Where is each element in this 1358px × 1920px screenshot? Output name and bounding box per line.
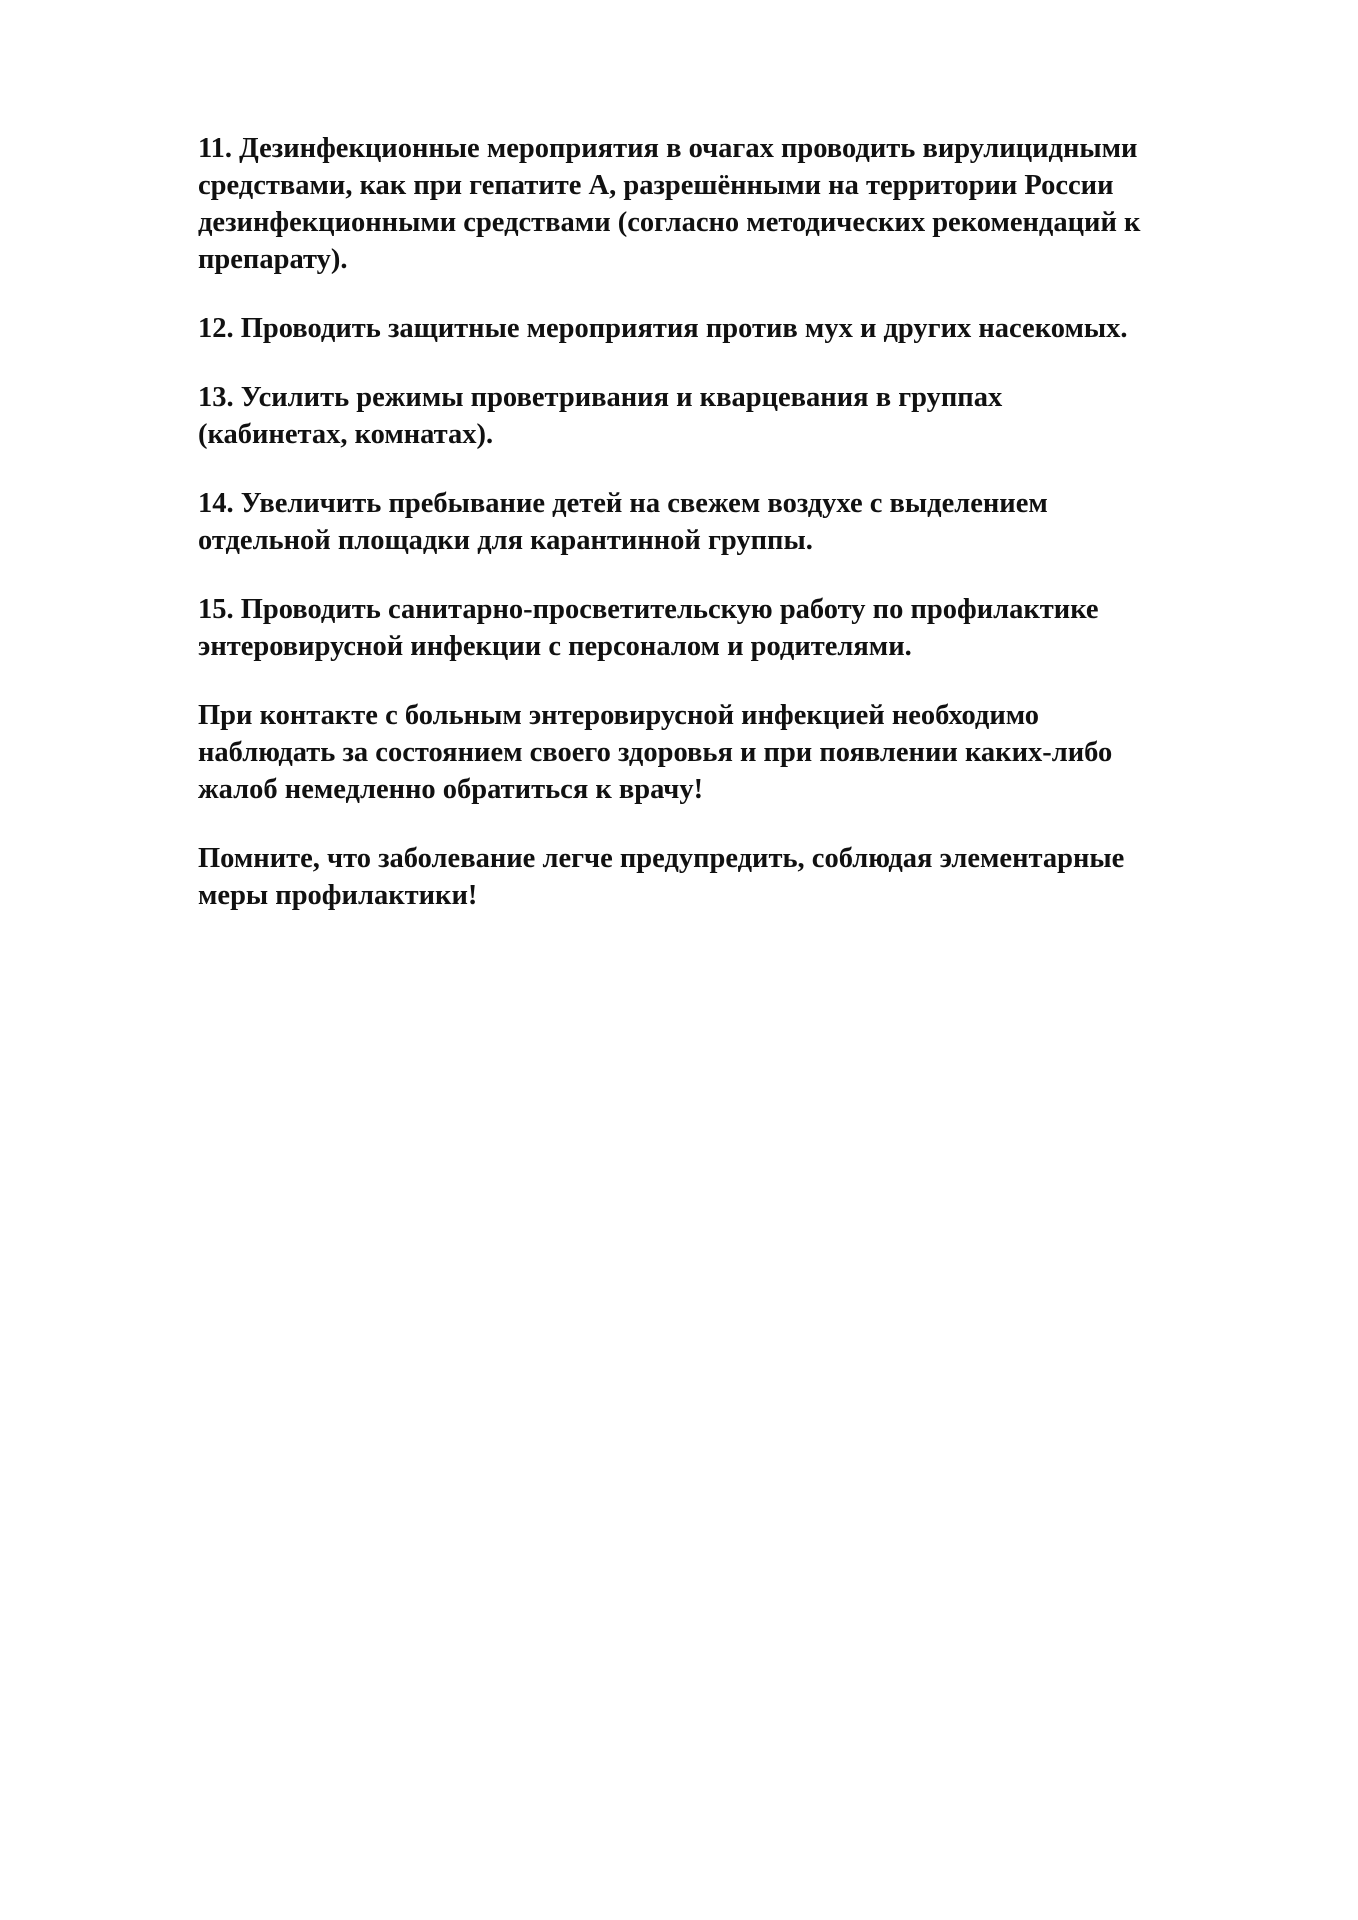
document-body [198, 130, 1278, 946]
paragraph-item-14 [198, 485, 1278, 559]
text-line: 15. Проводить санитарно-просветительскую работу по профилактике [198, 594, 1099, 625]
paragraph-contact-warning [198, 697, 1278, 808]
paragraph-closing-reminder [198, 840, 1278, 914]
text-line: (кабинетах, комнатах). [198, 419, 494, 450]
text-line: 12. Проводить защитные мероприятия против мух и других насекомых. [198, 313, 1128, 344]
paragraph-item-12 [198, 310, 1278, 347]
paragraph-item-15 [198, 591, 1278, 665]
paragraph-item-13 [198, 379, 1278, 453]
text-line: энтеровирусной инфекции с персоналом и родителями. [198, 631, 912, 662]
text-line: 11. Дезинфекционные мероприятия в очагах проводить вирулицидными [198, 133, 1138, 164]
text-line: Помните, что заболевание легче предупредить, соблюдая элементарные [198, 843, 1125, 874]
paragraph-item-11 [198, 130, 1278, 278]
text-line: жалоб немедленно обратиться к врачу! [198, 774, 704, 805]
text-line: дезинфекционными средствами (согласно методических рекомендаций к [198, 207, 1141, 238]
text-line: меры профилактики! [198, 880, 478, 911]
text-line: 14. Увеличить пребывание детей на свежем воздухе с выделением [198, 488, 1048, 519]
text-line: 13. Усилить режимы проветривания и кварцевания в группах [198, 382, 1003, 413]
text-line: наблюдать за состоянием своего здоровья и при появлении каких-либо [198, 737, 1113, 768]
text-line: отдельной площадки для карантинной группы. [198, 525, 813, 556]
text-line: При контакте с больным энтеровирусной инфекцией необходимо [198, 700, 1040, 731]
text-line: средствами, как при гепатите А, разрешёнными на территории России [198, 170, 1114, 201]
text-line: препарату). [198, 244, 348, 275]
